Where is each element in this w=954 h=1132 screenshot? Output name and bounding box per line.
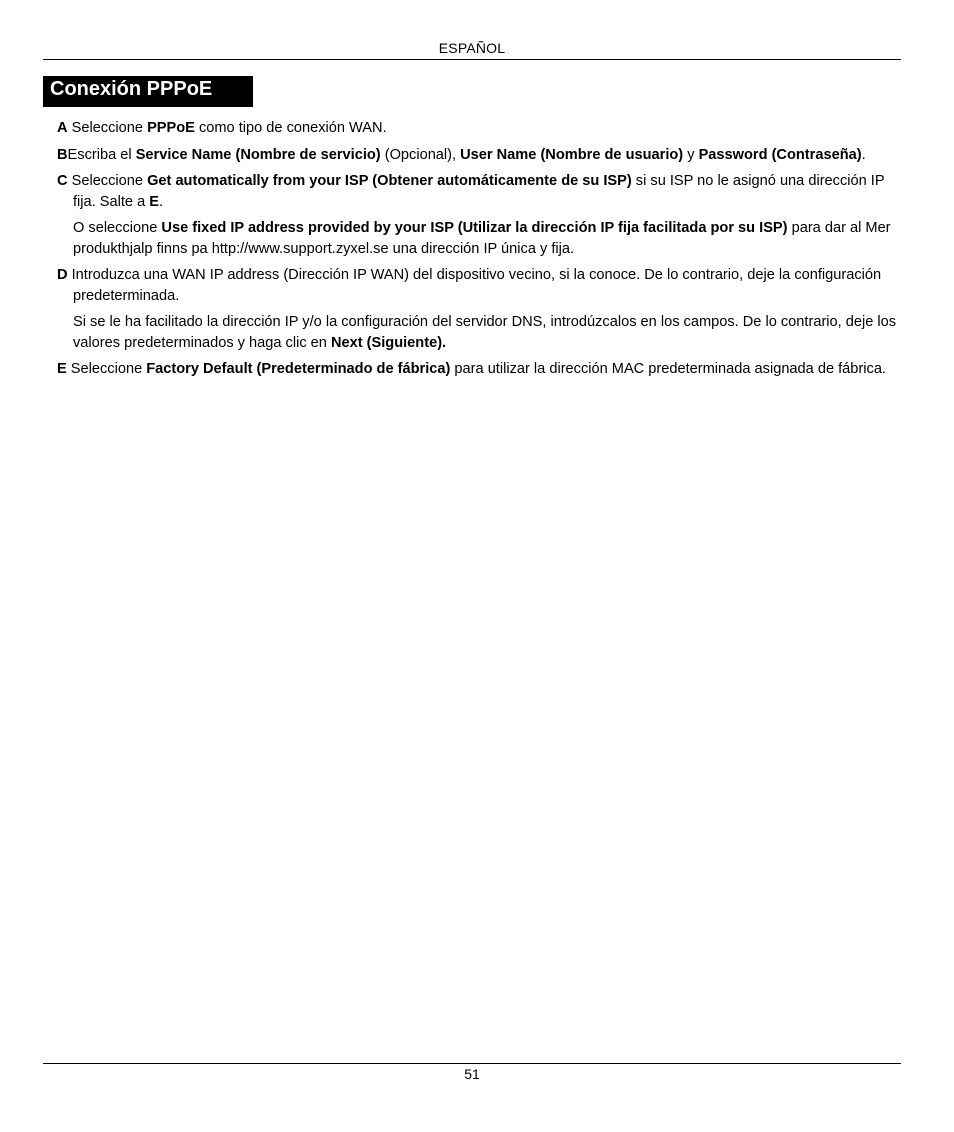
- step-emphasis: Password (Contraseña): [698, 146, 862, 163]
- step-d-continued: [57, 312, 900, 353]
- step-letter: C: [57, 173, 68, 189]
- step-emphasis: PPPoE: [147, 120, 195, 136]
- step-text: Seleccione: [66, 361, 147, 377]
- step-text: Seleccione: [67, 173, 148, 189]
- step-text: para dar al Mer produkthjalp finns pa http://www.support.zyxel.se una dirección IP única y fija.: [73, 220, 891, 257]
- step-a: [57, 118, 900, 139]
- instructions: [57, 118, 900, 386]
- step-b: [57, 145, 900, 166]
- step-emphasis: Use fixed IP address provided by your ISP (Utilizar la dirección IP fija facilitada por su ISP): [161, 220, 788, 236]
- running-header: ESPAÑOL: [438, 40, 506, 56]
- step-letter: A: [57, 120, 68, 136]
- step-text: O seleccione: [73, 220, 162, 236]
- step-text: para utilizar la dirección MAC predeterminada asignada de fábrica.: [450, 361, 886, 377]
- step-text: como tipo de conexión WAN.: [194, 120, 387, 136]
- step-c-alternative: [57, 218, 900, 259]
- header-rule: [43, 59, 901, 60]
- step-emphasis: Next (Siguiente).: [330, 334, 447, 351]
- step-text: Escriba el: [67, 146, 136, 163]
- section-title: Conexión PPPoE: [43, 76, 253, 107]
- step-e: [57, 359, 900, 380]
- step-emphasis: Factory Default (Predeterminado de fábrica): [146, 361, 451, 377]
- step-text: .: [159, 193, 164, 210]
- step-text: Introduzca una WAN IP address (Dirección IP WAN) del dispositivo vecino, si la conoce. De lo contrario, deje la configuración predeterminada.: [67, 267, 882, 304]
- step-emphasis: Service Name (Nombre de servicio): [135, 146, 381, 163]
- step-emphasis: Get automatically from your ISP (Obtener automáticamente de su ISP): [147, 173, 632, 189]
- step-text: Seleccione: [67, 120, 148, 136]
- step-emphasis: User Name (Nombre de usuario): [460, 146, 684, 163]
- step-text: .: [861, 146, 866, 163]
- step-letter: B: [57, 146, 68, 163]
- step-c: [57, 171, 900, 212]
- step-text: si su ISP no le asignó una dirección IP fija. Salte a: [73, 173, 885, 210]
- step-text: Si se le ha facilitado la dirección IP y/o la configuración del servidor DNS, introdúzcalos en los campos. De lo contrario, deje los valores predeterminados y haga clic en: [73, 314, 897, 351]
- step-letter: E: [57, 361, 67, 377]
- step-text: y: [683, 146, 699, 163]
- step-emphasis: E: [149, 193, 159, 210]
- page-number: 51: [464, 1066, 480, 1082]
- step-letter: D: [57, 267, 68, 283]
- footer-rule: [43, 1063, 901, 1064]
- step-d: [57, 265, 900, 306]
- step-text: (Opcional),: [380, 146, 461, 163]
